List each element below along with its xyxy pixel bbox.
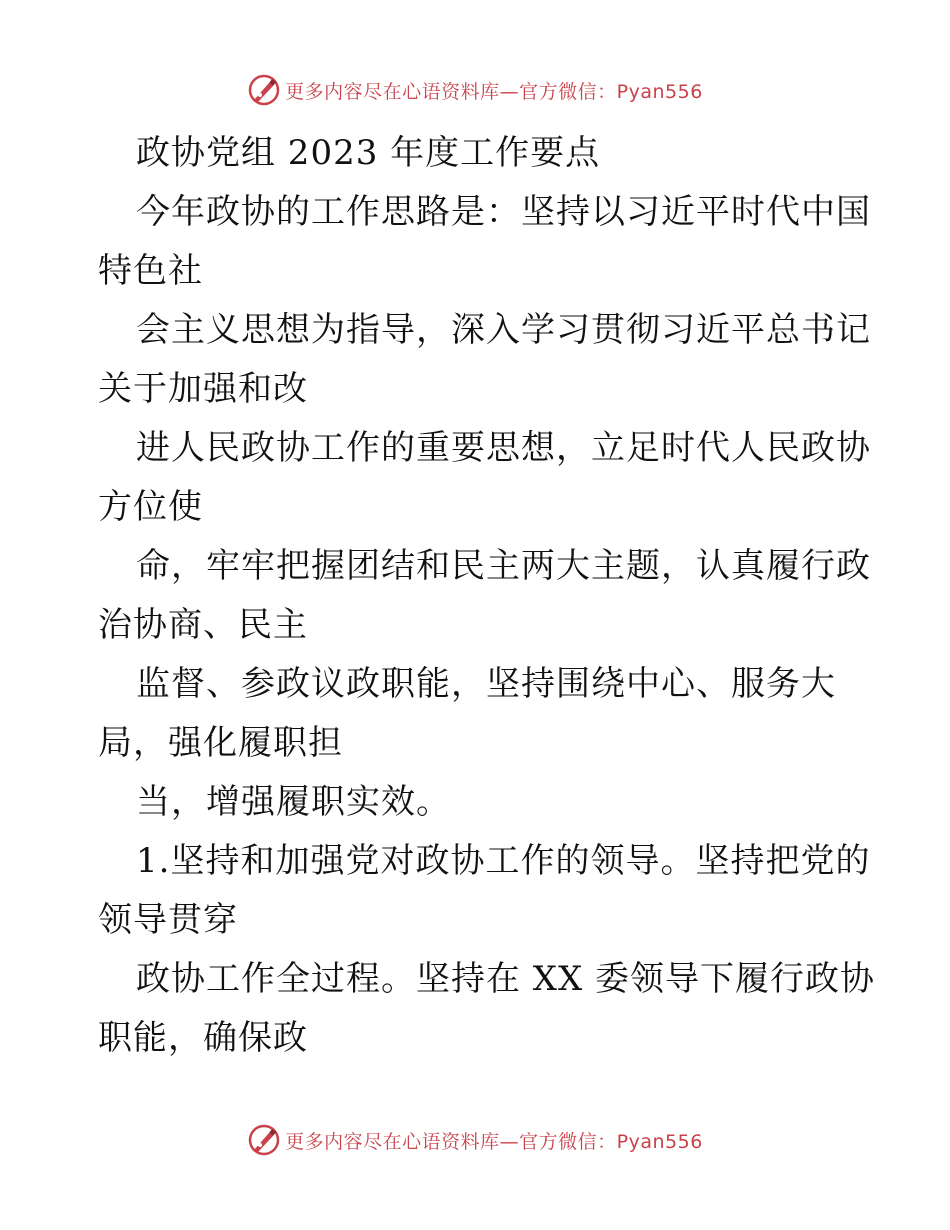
paragraph-line: 方位使: [98, 487, 203, 527]
paragraph-line: 监督、参政议政职能，坚持围绕中心、服务大: [136, 664, 836, 704]
section-heading-line: 1.坚持和加强党对政协工作的领导。坚持把党的: [136, 841, 871, 881]
paragraph-line: 治协商、民主: [98, 605, 308, 645]
document-title: 政协党组 2023 年度工作要点: [136, 133, 601, 173]
watermark-text: 更多内容尽在心语资料库—官方微信：Pyan556: [285, 80, 703, 103]
paragraph-line: 领导贯穿: [98, 900, 238, 940]
paragraph-line: 关于加强和改: [98, 369, 308, 409]
paragraph-line: 政协工作全过程。坚持在 XX 委领导下履行政协: [136, 959, 876, 999]
header-watermark: [0, 70, 950, 110]
paragraph-line: 职能，确保政: [98, 1018, 308, 1058]
watermark-text: 更多内容尽在心语资料库—官方微信：Pyan556: [285, 1130, 703, 1153]
paragraph-line: 会主义思想为指导，深入学习贯彻习近平总书记: [136, 310, 871, 350]
paragraph-line: 局，强化履职担: [98, 723, 343, 763]
paragraph-line: 当，增强履职实效。: [136, 782, 451, 822]
paragraph-line: 命，牢牢把握团结和民主两大主题，认真履行政: [136, 546, 871, 586]
document-body: [98, 124, 876, 1068]
pen-logo-icon: [247, 73, 281, 107]
paragraph-line: 今年政协的工作思路是：坚持以习近平时代中国: [136, 192, 871, 232]
footer-watermark: [0, 1120, 950, 1160]
paragraph-line: 进人民政协工作的重要思想，立足时代人民政协: [136, 428, 871, 468]
pen-logo-icon: [247, 1123, 281, 1157]
paragraph-line: 特色社: [98, 251, 203, 291]
